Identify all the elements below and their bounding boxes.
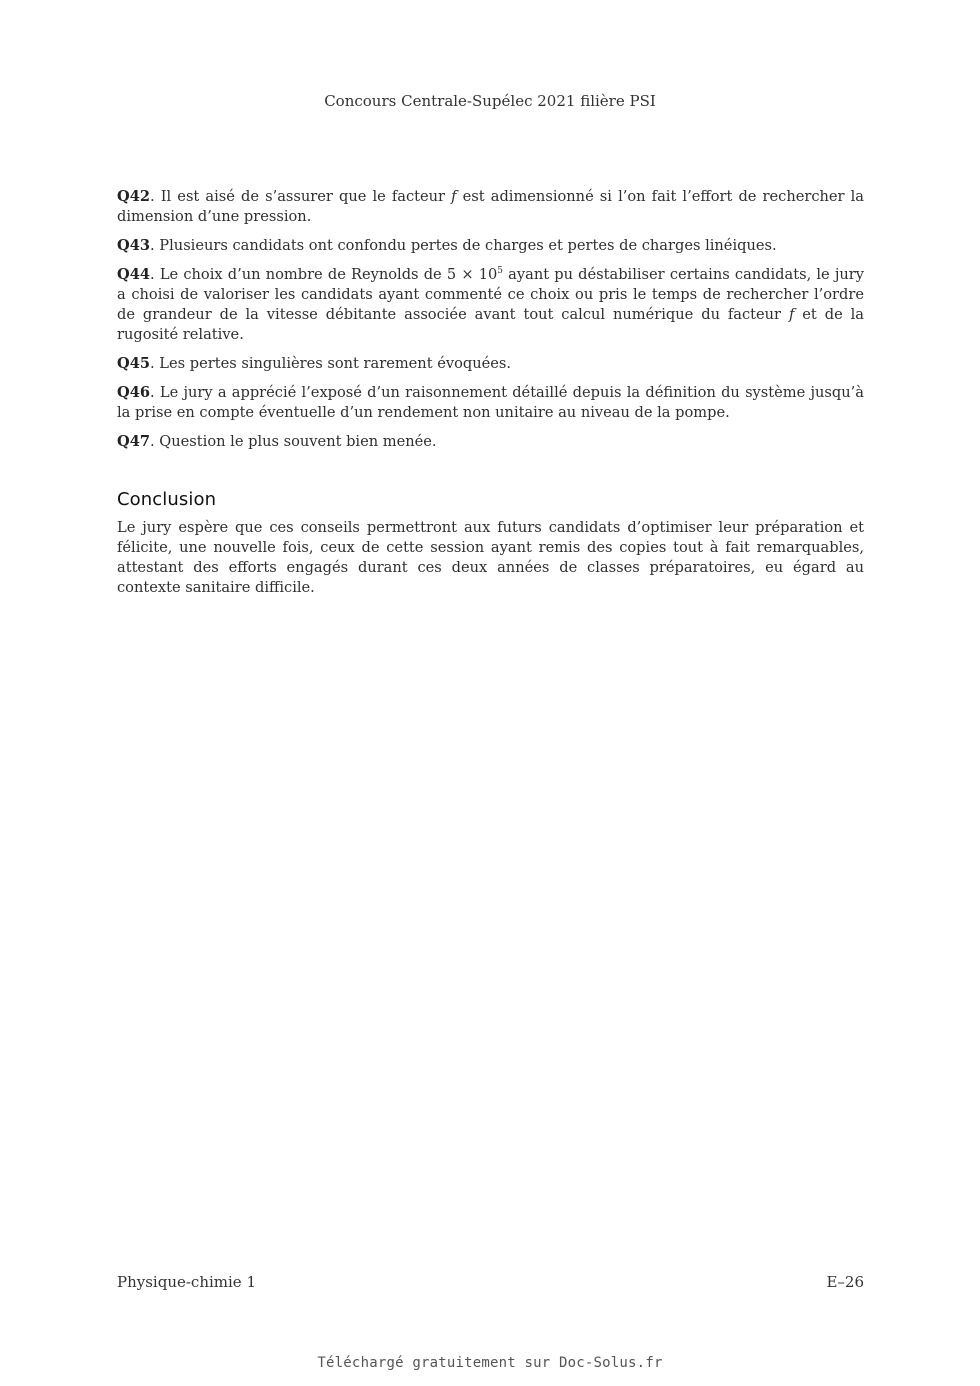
math-variable: f [451, 188, 457, 205]
question-label: Q46 [117, 384, 151, 401]
question-text: . Il est aisé de s’assurer que le facteur [150, 188, 452, 205]
question-text: . Plusieurs candidats ont confondu pertes de charges et pertes de charges linéiques. [150, 237, 777, 254]
question-label: Q42 [117, 188, 151, 205]
question-label: Q43 [117, 237, 151, 254]
question-text: et de la rugosité relative. [117, 306, 864, 343]
question-text: . Le jury a apprécié l’exposé d’un raisonnement détaillé depuis la définition du système jusqu’à la prise en compte éventuelle d’un rendement non unitaire au niveau de la pompe. [117, 384, 864, 421]
conclusion-paragraph: Le jury espère que ces conseils permettront aux futurs candidats d’optimiser leur préparation et félicite, une nouvelle fois, ceux de cette session ayant remis des copies tout à fait remarquables, attestant des efforts engagés durant ces deux années de classes préparatoires, eu égard au contexte sanitaire difficile. [117, 519, 864, 596]
section-title-conclusion: Conclusion [117, 489, 217, 510]
question-text: . Le choix d’un nombre de Reynolds de 5 × 10 [150, 266, 498, 283]
question-q43 [117, 236, 864, 256]
footer-subject: Physique-chimie 1 [117, 1273, 256, 1291]
footer-page-number: E–26 [826, 1273, 864, 1291]
question-q47 [117, 432, 864, 452]
question-text: . Question le plus souvent bien menée. [150, 433, 437, 450]
question-label: Q44 [117, 266, 151, 283]
question-text: . Les pertes singulières sont rarement évoquées. [150, 355, 512, 372]
question-text: ayant pu déstabiliser certains candidats, le jury a choisi de valoriser les candidats ayant commenté ce choix ou pris le temps de rechercher l’ordre de grandeur de la vitesse débitante associée avant tout calcul numérique du facteur [117, 266, 864, 323]
question-q45 [117, 354, 864, 374]
question-q44 [117, 265, 864, 345]
exponent: 5 [497, 266, 504, 276]
question-label: Q47 [117, 433, 151, 450]
question-label: Q45 [117, 355, 151, 372]
download-watermark: Téléchargé gratuitement sur Doc-Solus.fr [317, 1355, 663, 1371]
question-text: est adimensionné si l’on fait l’effort de rechercher la dimension d’une pression. [117, 188, 864, 225]
question-q46 [117, 383, 864, 423]
math-variable: f [788, 306, 795, 323]
report-body [117, 187, 864, 598]
question-q42 [117, 187, 864, 227]
page-header: Concours Centrale-Supélec 2021 filière PSI [324, 92, 656, 110]
